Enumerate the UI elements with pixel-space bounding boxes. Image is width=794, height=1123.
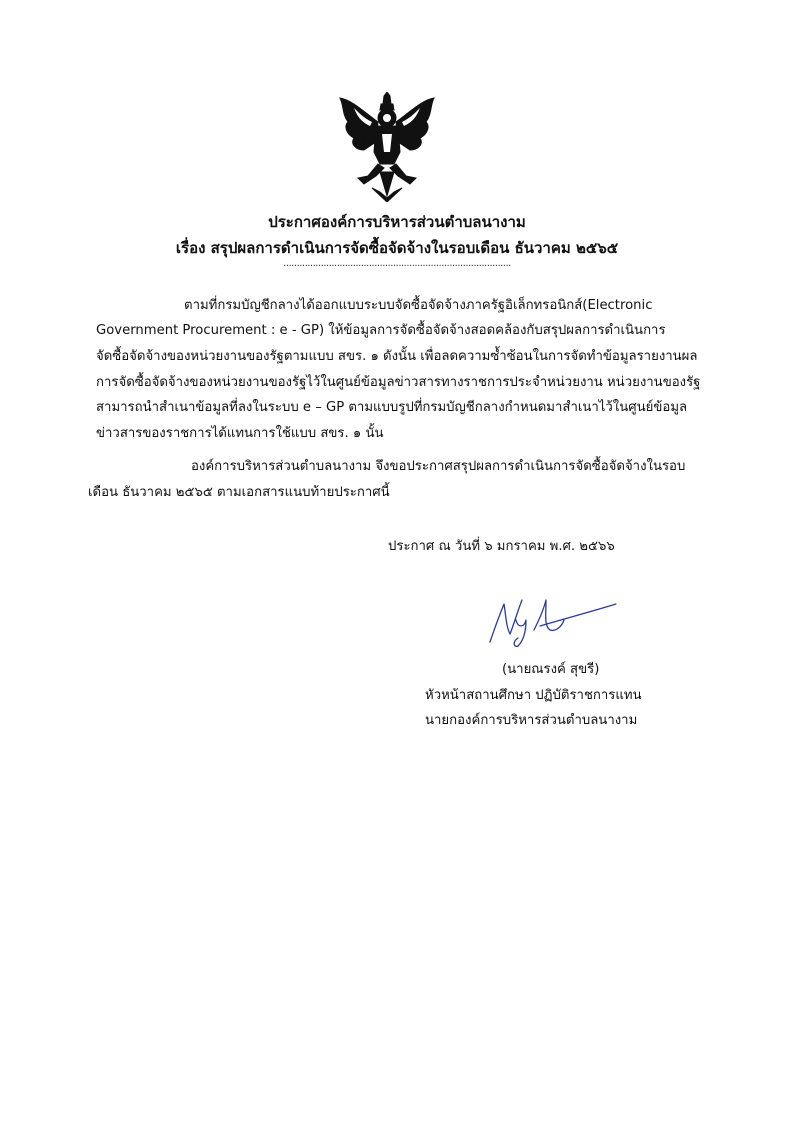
announcement-subject: เรื่อง สรุปผลการดำเนินการจัดซื้อจัดจ้างในรอบเดือน ธันวาคม ๒๕๖๕ — [175, 239, 619, 257]
signatory-position: หัวหน้าสถานศึกษา ปฏิบัติราชการแทน — [425, 688, 642, 703]
paragraph-line: เดือน ธันวาคม ๒๕๖๕ ตามเอกสารแนบท้ายประกาศนี้ — [88, 485, 390, 500]
paragraph-line: องค์การบริหารส่วนตำบลนางาม จึงขอประกาศสรุปผลการดำเนินการจัดซื้อจัดจ้างในรอบ — [191, 459, 686, 474]
signatory-name: (นายณรงค์ สุขรี) — [502, 662, 600, 677]
paragraph-line: การจัดซื้อจัดจ้างของหน่วยงานของรัฐไว้ในศูนย์ข้อมูลข่าวสารทางราชการประจำหน่วยงาน หน่วยงานของรัฐ — [96, 375, 701, 390]
paragraph-line: ข่าวสารของราชการได้แทนการใช้แบบ สขร. ๑ นั้น — [96, 426, 384, 441]
handwritten-signature — [480, 590, 620, 650]
garuda-emblem-icon — [334, 92, 440, 202]
announcement-title: ประกาศองค์การบริหารส่วนตำบลนางาม — [268, 213, 526, 231]
paragraph-line: จัดซื้อจัดจ้างของหน่วยงานของรัฐตามแบบ สขร. ๑ ดังนั้น เพื่อลดความซ้ำซ้อนในการจัดทำข้อมูลรายงานผล — [96, 349, 698, 364]
paragraph-line: สามารถนำสำเนาข้อมูลที่ลงในระบบ e – GP ตามแบบรูปที่กรมบัญชีกลางกำหนดมาสำเนาไว้ในศูนย์ข้อมูล — [96, 400, 688, 415]
paragraph-line: ตามที่กรมบัญชีกลางได้ออกแบบระบบจัดซื้อจัดจ้างภาครัฐอิเล็กทรอนิกส์(Electronic — [184, 298, 653, 313]
signatory-organization: นายกองค์การบริหารส่วนตำบลนางาม — [425, 713, 638, 728]
separator-dotted-line: ..................................................................................... — [283, 258, 511, 269]
announcement-date: ประกาศ ณ วันที่ ๖ มกราคม พ.ศ. ๒๕๖๖ — [388, 539, 615, 554]
paragraph-line: Government Procurement : e - GP) ให้ข้อมูลการจัดซื้อจัดจ้างสอดคล้องกับสรุปผลการดำเนินการ — [96, 323, 666, 338]
